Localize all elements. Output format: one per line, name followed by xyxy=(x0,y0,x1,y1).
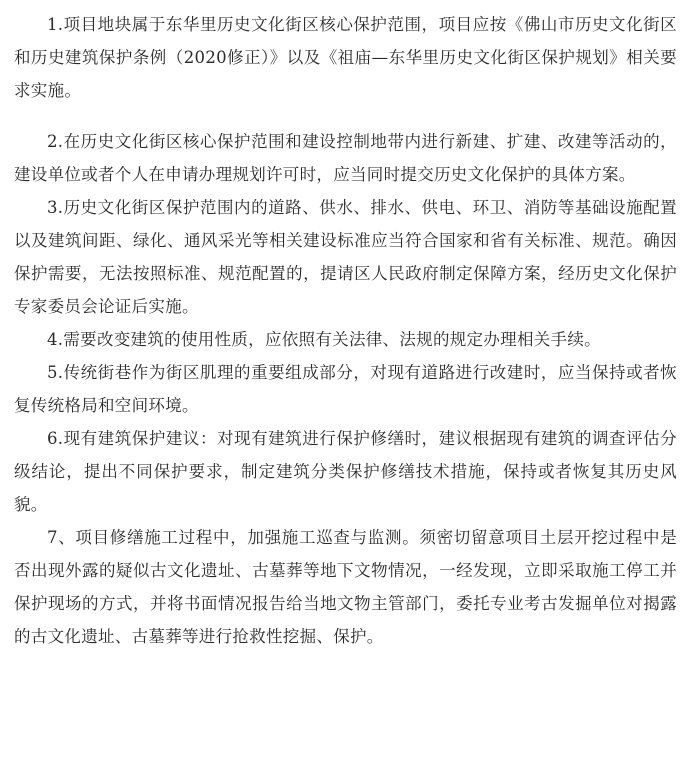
paragraph-4: 4.需要改变建筑的使用性质，应依照有关法律、法规的规定办理相关手续。 xyxy=(47,330,601,349)
paragraph-3: 3.历史文化街区保护范围内的道路、供水、排水、供电、环卫、消防等基础设施配置以及建筑间距、绿化、通风采光等相关建设标准应当符合国家和省有关标准、规范。确因保护需要，无法按照标准、规范配置的，提请区人民政府制定保障方案，经历史文化保护专家委员会论证后实施。 xyxy=(14,198,677,316)
paragraph-1: 1.项目地块属于东华里历史文化街区核心保护范围，项目应按《佛山市历史文化街区和历史建筑保护条例（2020修正）》以及《祖庙—东华里历史文化街区保护规划》相关要求实施。 xyxy=(14,15,677,100)
paragraph-7: 7、项目修缮施工过程中，加强施工巡查与监测。须密切留意项目土层开挖过程中是否出现外露的疑似古文化遗址、古墓葬等地下文物情况，一经发现，立即采取施工停工并保护现场的方式，并将书面情况报告给当地文物主管部门，委托专业考古发掘单位对揭露的古文化遗址、古墓葬等进行抢救性挖掘、保护。 xyxy=(14,528,677,646)
paragraph-2: 2.在历史文化街区核心保护范围和建设控制地带内进行新建、扩建、改建等活动的，建设单位或者个人在申请办理规划许可时，应当同时提交历史文化保护的具体方案。 xyxy=(14,132,677,184)
document-body xyxy=(14,8,677,653)
paragraph-6: 6.现有建筑保护建议：对现有建筑进行保护修缮时，建议根据现有建筑的调查评估分级结论，提出不同保护要求，制定建筑分类保护修缮技术措施，保持或者恢复其历史风貌。 xyxy=(14,429,677,514)
paragraph-5: 5.传统街巷作为街区肌理的重要组成部分，对现有道路进行改建时，应当保持或者恢复传统格局和空间环境。 xyxy=(14,363,677,415)
